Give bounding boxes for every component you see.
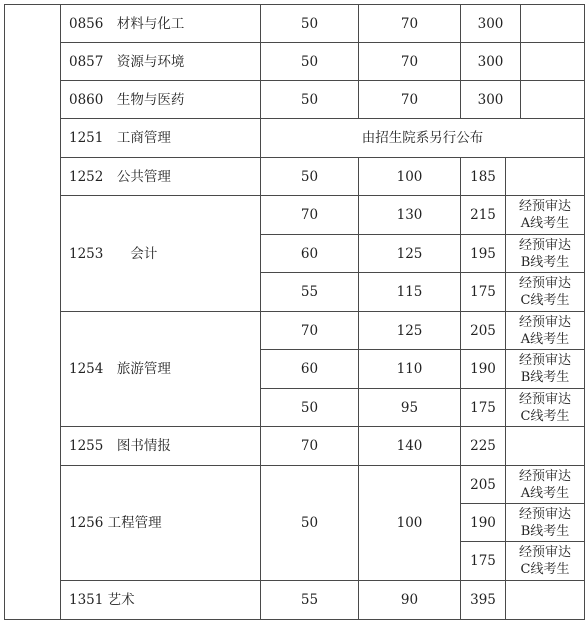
row-1254-a3: 50 [300, 399, 319, 416]
row-1253-total3: 175 [470, 284, 496, 300]
row-1253-a1: 70 [300, 207, 319, 223]
row-0857-a: 50 [300, 53, 319, 70]
row-1255-name: 1255 图书情报 [69, 438, 171, 454]
row-0856-a: 50 [300, 15, 319, 32]
row-1253-a2: 60 [300, 245, 319, 262]
row-1253-total2: 195 [470, 245, 496, 262]
row-1256-a: 50 [300, 515, 319, 531]
row-1253-note1: 经预审达 A线考生 [518, 199, 571, 231]
row-1254-b2: 110 [396, 361, 423, 377]
row-1256-total3: 175 [470, 553, 496, 569]
row-1256-b: 100 [396, 515, 423, 531]
row-1254-b3: 95 [400, 399, 419, 416]
row-1253-name: 1253 会计 [69, 245, 158, 262]
row-1254-total2: 190 [470, 361, 496, 377]
row-0860-a: 50 [300, 91, 319, 108]
row-0860-name: 0860 生物与医药 [69, 91, 185, 108]
row-0856-b: 70 [400, 15, 419, 32]
row-1253-note3: 经预审达 C线考生 [518, 276, 571, 308]
row-1252-a: 50 [300, 168, 319, 185]
row-1256-note1: 经预审达 A线考生 [518, 468, 571, 501]
row-0860-b: 70 [400, 91, 419, 108]
row-1251-name: 1251 工商管理 [69, 130, 171, 146]
row-1351-a: 55 [300, 592, 319, 608]
row-0857-name: 0857 资源与环境 [69, 53, 185, 70]
row-1253-total1: 215 [470, 207, 496, 223]
row-1255-total: 225 [470, 438, 496, 454]
row-1252-b: 100 [396, 168, 423, 185]
row-1254-a1: 70 [300, 322, 319, 339]
row-1254-note3: 经预审达 C线考生 [518, 391, 571, 424]
row-1254-total3: 175 [470, 399, 496, 416]
row-0857-b: 70 [400, 53, 419, 70]
row-1256-total2: 190 [470, 514, 496, 531]
row-1256-note2: 经预审达 B线考生 [518, 506, 571, 539]
row-0856-name: 0856 材料与化工 [69, 15, 185, 32]
row-1254-a2: 60 [300, 361, 319, 377]
row-1351-name: 1351 艺术 [69, 592, 135, 608]
row-1255-b: 140 [396, 438, 423, 454]
row-1255-a: 70 [300, 438, 319, 454]
row-1254-total1: 205 [470, 322, 496, 339]
row-0857-total: 300 [477, 53, 504, 70]
row-1256-note3: 经预审达 C线考生 [518, 545, 571, 577]
row-0860-total: 300 [477, 91, 504, 108]
row-1253-a3: 55 [300, 284, 319, 300]
row-1254-note1: 经预审达 A线考生 [518, 314, 571, 347]
row-1253-b3: 115 [396, 284, 423, 300]
row-1251-merged: 由招生院系另行公布 [361, 130, 484, 146]
row-1252-total: 185 [470, 168, 496, 185]
row-1254-b1: 125 [396, 322, 423, 339]
row-1252-name: 1252 公共管理 [69, 168, 171, 185]
row-1351-total: 395 [470, 592, 496, 608]
row-1351-b: 90 [400, 592, 419, 608]
row-1253-b2: 125 [396, 245, 423, 262]
row-1256-name: 1256 工程管理 [69, 515, 162, 531]
row-1253-b1: 130 [396, 207, 423, 223]
row-1254-name: 1254 旅游管理 [69, 361, 171, 377]
row-1253-note2: 经预审达 B线考生 [518, 237, 571, 270]
row-1256-total1: 205 [470, 476, 496, 493]
row-0856-total: 300 [477, 15, 504, 32]
row-1254-note2: 经预审达 B线考生 [518, 353, 571, 385]
